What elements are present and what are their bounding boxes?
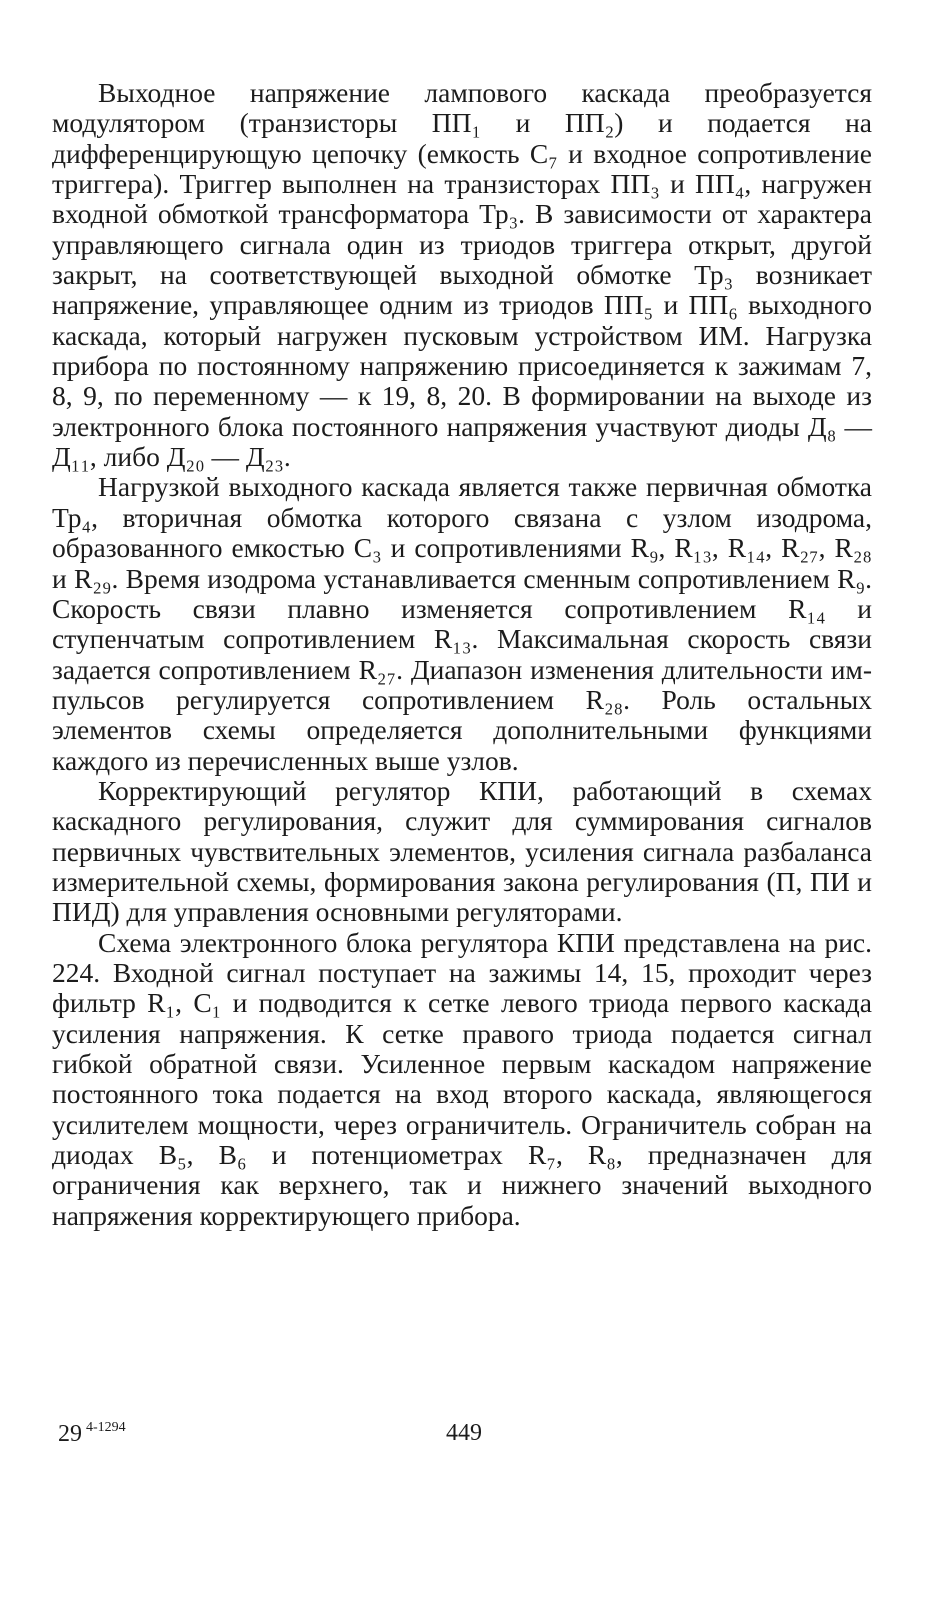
paragraph-2: Нагрузкой выходного каскада является также первичная обмотка Тр₄, вторичная обмотка которого связана с узлом изодрома, образованного емкостью C₃ и сопротивлениями R₉, R₁₃, R₁₄, R₂₇, R₂₈ и R₂₉. Время изодрома устанавливается сменным сопротивлением R₉. Скорость связи плавно изменяется сопротивлением R₁₄ и ступенчатым сопротивлением R₁₃. Максимальная скорость связи задается сопротивлением R₂₇. Диапазон изменения длительности импульсов регулируется сопротивлением R₂₈. Роль остальных элементов схемы определяется дополнительными функциями каждого из перечисленных выше узлов. (52, 471, 872, 776)
signature-mark (58, 1420, 126, 1448)
page-footer (58, 1420, 878, 1456)
paragraph-3: Корректирующий регулятор КПИ, работающий в схемах каскадного регулирования, служит для суммирования сигналов первичных чувствительных элементов, усиления сигнала разбаланса измерительной схемы, формирования закона регулирования (П, ПИ и ПИД) для управления основными регуляторами. (52, 774, 872, 928)
page-body (52, 78, 872, 1231)
paragraph-1: Выходное напряжение лампового каскада преобразуется модулятором (транзисторы ПП₁ и ПП₂) и подается на дифференцирующую цепочку (емкость C₇ и входное сопротивление триггера). Триггер выполнен на транзисторах ПП₃ и ПП₄, нагружен входной обмоткой трансформатора Тр₃. В зависимости от характера управляющего сигнала один из триодов триггера открыт, другой закрыт, на соответствующей выходной обмотке Тр₃ возникает напряжение, управляющее одним из триодов ПП₅ и ПП₆ выходного каскада, который нагружен пусковым устройством ИМ. Нагрузка прибора по постоянному напряжению присоединяется к зажимам 7, 8, 9, по переменному — к 19, 8, 20. В формировании на выходе из электронного блока постоянного напряжения участвуют диоды Д₈ — Д₁₁, либо Д₂₀ — Д₂₃. (52, 77, 872, 473)
page-number: 449 (446, 1420, 482, 1446)
signature-number: 29 (58, 1421, 82, 1447)
signature-code: 4-1294 (86, 1420, 126, 1435)
paragraph-4: Схема электронного блока регулятора КПИ представлена на рис. 224. Входной сигнал поступает на зажимы 14, 15, проходит через фильтр R₁, C₁ и подводится к сетке левого триода первого каскада усиления напряжения. К сетке правого триода подается сигнал гибкой обратной связи. Усиленное первым каскадом напряжение постоянного тока подается на вход второго каскада, являющегося усилителем мощности, через ограничитель. Ограничитель собран на диодах B₅, B₆ и потенциометрах R₇, R₈, предназначен для ограничения как верхнего, так и нижнего значений выходного напряжения корректирующего прибора. (52, 926, 872, 1231)
